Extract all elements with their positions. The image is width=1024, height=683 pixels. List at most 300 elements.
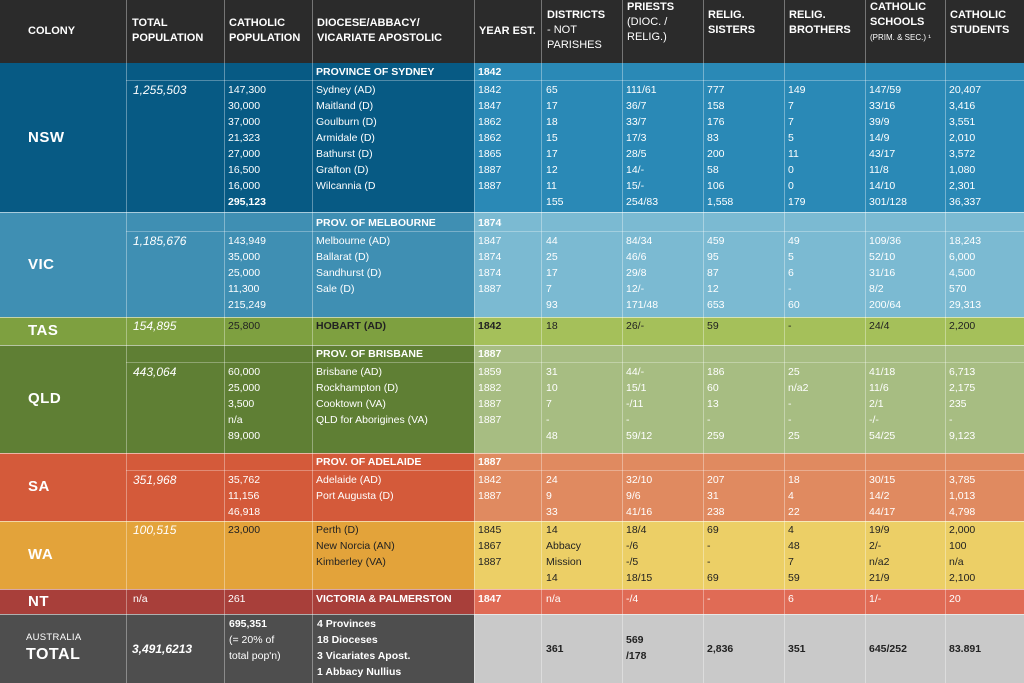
nsw-priests-r0: 111/61 [626,84,657,96]
qld-sisters-r1: 60 [707,382,719,394]
vic-brothers-r2: 6 [788,267,794,279]
total-population-header-line-1: TOTAL [132,17,168,29]
vic-year-r0: 1847 [478,235,502,247]
nsw-year-r5: 1887 [478,164,502,176]
schools-header-line-1: CATHOLIC [870,1,927,13]
nsw-colony-label: NSW [28,128,65,146]
nt-brothers-r0: 6 [788,593,794,605]
qld-diocese-r2: Cooktown (VA) [316,398,386,410]
sa-priests-r1: 9/6 [626,490,641,502]
nsw-students-r2: 3,551 [949,116,976,128]
sa-schools-rtotal: 44/17 [869,506,896,518]
column-line-3 [312,0,313,683]
vic-districts-r2: 17 [546,267,558,279]
qld-catholic-population-rtotal: 89,000 [228,430,261,442]
nsw-catholic-population-r0: 147,300 [228,84,266,96]
vic-colony-label: VIC [28,255,55,273]
nsw-districts-r6: 11 [546,180,557,192]
vic-sisters-r2: 87 [707,267,719,279]
nsw-catholic-population-r5: 16,500 [228,164,261,176]
wa-districts-r2: Mission [546,556,582,568]
wa-diocese-r2: Kimberley (VA) [316,556,386,568]
sa-districts-r0: 24 [546,474,558,486]
nsw-students-rtotal: 36,337 [949,196,982,208]
nt-total-population: n/a [133,593,148,605]
sa-districts-r1: 9 [546,490,552,502]
sa-catholic-population-r0: 35,762 [228,474,261,486]
vic-catholic-population-r0: 143,949 [228,235,266,247]
vic-students-r3: 570 [949,283,967,295]
sisters-header-line-1: RELIG. [708,9,745,21]
wa-brothers-rtotal: 59 [788,572,800,584]
sa-catholic-population-r1: 11,156 [228,490,260,502]
nsw-sisters-r6: 106 [707,180,725,192]
nsw-priests-r2: 33/7 [626,116,647,128]
group-separator-5 [0,521,1024,522]
qld-schools-rtotal: 54/25 [869,430,896,442]
sa-students-r0: 3,785 [949,474,976,486]
wa-students-r2: n/a [949,556,964,568]
nsw-schools-r4: 43/17 [869,148,896,160]
qld-sisters-rtotal: 259 [707,430,725,442]
group-separator-4 [0,453,1024,454]
vic-priests-r2: 29/8 [626,267,647,279]
nsw-districts-r4: 17 [546,148,558,160]
sa-brothers-rtotal: 22 [788,506,800,518]
qld-priests-r1: 15/1 [626,382,647,394]
nsw-province-year: 1842 [478,66,502,78]
nsw-diocese-r4: Bathurst (D) [316,148,373,160]
vic-schools-r2: 31/16 [869,267,896,279]
tas-catholic-population-r0: 25,800 [228,320,261,332]
vic-diocese-r3: Sale (D) [316,283,355,295]
schools-header-line-3: (PRIM. & SEC.) ¹ [870,33,931,42]
wa-year-r0: 1845 [478,524,502,536]
qld-schools-r1: 11/6 [869,382,889,394]
qld-brothers-r0: 25 [788,366,800,378]
sa-year-r1: 1887 [478,490,502,502]
qld-catholic-population-r0: 60,000 [228,366,261,378]
sa-sisters-r0: 207 [707,474,725,486]
nsw-diocese-r1: Maitland (D) [316,100,374,112]
sa-province-year: 1887 [478,456,502,468]
sa-districts-rtotal: 33 [546,506,558,518]
nsw-sisters-r0: 777 [707,84,725,96]
qld-districts-r1: 10 [546,382,558,394]
sa-brothers-r0: 18 [788,474,800,486]
qld-priests-r2: -/11 [626,398,644,410]
vic-brothers-r0: 49 [788,235,800,247]
diocese-header-line-2: VICARIATE APOSTOLIC [317,32,443,44]
colony-header-line-1: COLONY [28,25,76,37]
vic-priests-r3: 12/- [626,283,645,295]
wa-priests-r1: -/6 [626,540,639,552]
sa-priests-rtotal: 41/16 [626,506,653,518]
aus-total-population: 3,491,6213 [132,642,193,656]
nt-year-r0: 1847 [478,593,502,605]
vic-year-r1: 1874 [478,251,502,263]
qld-students-r3: - [949,414,953,426]
nsw-brothers-r0: 149 [788,84,806,96]
qld-year-r3: 1887 [478,414,502,426]
wa-diocese-r0: Perth (D) [316,524,359,536]
nsw-students-r4: 3,572 [949,148,976,160]
catholic-population-header-line-1: CATHOLIC [229,17,286,29]
wa-sisters-rtotal: 69 [707,572,719,584]
tas-schools-r0: 24/4 [869,320,890,332]
vic-diocese-r2: Sandhurst (D) [316,267,382,279]
vic-catholic-population-r1: 35,000 [228,251,261,263]
nsw-brothers-r1: 7 [788,100,794,112]
nsw-diocese-r2: Goulburn (D) [316,116,377,128]
year-est-header-line-1: YEAR EST. [479,25,536,37]
nsw-brothers-r6: 0 [788,180,794,192]
vic-diocese-r1: Ballarat (D) [316,251,370,263]
wa-diocese-r1: New Norcia (AN) [316,540,395,552]
nt-sisters-r0: - [707,593,711,605]
nsw-year-r2: 1862 [478,116,502,128]
nsw-sisters-r4: 200 [707,148,725,160]
aus-label-big: TOTAL [26,646,81,663]
nsw-schools-r0: 147/59 [869,84,902,96]
qld-colony-label: QLD [28,390,62,407]
nsw-sisters-r5: 58 [707,164,719,176]
group-separator-1 [0,212,1024,213]
catholic-population-header-line-2: POPULATION [229,32,301,44]
nsw-schools-r1: 33/16 [869,100,896,112]
wa-brothers-r0: 4 [788,524,794,536]
wa-brothers-r1: 48 [788,540,800,552]
qld-districts-r3: - [546,414,550,426]
aus-label-small: AUSTRALIA [26,632,82,643]
nsw-priests-rtotal: 254/83 [626,196,659,208]
nsw-students-r3: 2,010 [949,132,976,144]
students-header-line-2: STUDENTS [950,24,1010,36]
column-line-7 [703,0,704,683]
sa-colony-label: SA [28,478,50,495]
vic-province-line [126,231,1024,232]
vic-diocese-r0: Melbourne (AD) [316,235,391,247]
vic-schools-r0: 109/36 [869,235,902,247]
nsw-sisters-rtotal: 1,558 [707,196,734,208]
wa-schools-r0: 19/9 [869,524,890,536]
nt-students-r0: 20 [949,593,961,605]
column-line-6 [622,0,623,683]
nt-catholic-population-r0: 261 [228,593,246,605]
vic-brothers-r3: - [788,283,792,295]
sa-schools-r1: 14/2 [869,490,890,502]
qld-catholic-population-r1: 25,000 [228,382,261,394]
qld-students-r0: 6,713 [949,366,976,378]
nsw-diocese-r5: Grafton (D) [316,164,369,176]
group-separator-3 [0,345,1024,346]
priests-header-line-3: RELIG.) [627,31,667,43]
students-header-line-1: CATHOLIC [950,9,1007,21]
nsw-year-r4: 1865 [478,148,502,160]
nsw-districts-r1: 17 [546,100,558,112]
qld-catholic-population-r3: n/a [228,414,243,426]
qld-diocese-r1: Rockhampton (D) [316,382,399,394]
priests-header-line-1: PRIESTS [627,1,675,13]
qld-brothers-r2: - [788,398,792,410]
nt-priests-r0: -/4 [626,593,639,605]
nsw-districts-rtotal: 155 [546,196,564,208]
wa-priests-r0: 18/4 [626,524,647,536]
vic-brothers-r1: 5 [788,251,794,263]
nsw-priests-r3: 17/3 [626,132,647,144]
aus-priests-1: 569 [626,634,644,646]
nsw-brothers-r4: 11 [788,148,799,160]
vic-sisters-r1: 95 [707,251,719,263]
nsw-priests-r6: 15/- [626,180,645,192]
sa-catholic-population-rtotal: 46,918 [228,506,261,518]
districts-header-line-1: DISTRICTS [547,9,606,21]
tas-diocese-r0: HOBART (AD) [316,320,386,332]
qld-sisters-r3: - [707,414,711,426]
aus-diocese-3: 3 Vicariates Apost. [317,650,411,662]
aus-students: 83.891 [949,643,982,655]
sa-year-r0: 1842 [478,474,502,486]
sa-diocese-r0: Adelaide (AD) [316,474,382,486]
districts-header-line-3: PARISHES [547,39,602,51]
wa-sisters-r2: - [707,556,711,568]
sa-province-line [126,470,1024,471]
nsw-year-r3: 1862 [478,132,502,144]
nsw-districts-r3: 15 [546,132,558,144]
nsw-diocese-r0: Sydney (AD) [316,84,376,96]
qld-brothers-r3: - [788,414,792,426]
districts-header-line-2: - NOT [547,24,577,36]
tas-brothers-r0: - [788,320,792,332]
group-separator-7 [0,614,1024,615]
nsw-catholic-population-r6: 16,000 [228,180,261,192]
nsw-districts-r0: 65 [546,84,558,96]
nsw-schools-r3: 14/9 [869,132,890,144]
qld-priests-rtotal: 59/12 [626,430,653,442]
vic-districts-rtotal: 93 [546,299,558,311]
qld-schools-r2: 2/1 [869,398,884,410]
wa-schools-r2: n/a2 [869,556,890,568]
aus-brothers: 351 [788,643,806,655]
aus-priests-2: /178 [626,650,647,662]
nsw-students-r6: 2,301 [949,180,976,192]
nsw-students-r1: 3,416 [949,100,976,112]
vic-districts-r3: 7 [546,283,552,295]
nsw-students-r5: 1,080 [949,164,976,176]
qld-districts-rtotal: 48 [546,430,558,442]
tas-total-population: 154,895 [133,319,177,333]
group-separator-6 [0,589,1024,590]
vic-districts-r1: 25 [546,251,558,263]
nsw-catholic-population-r4: 27,000 [228,148,261,160]
qld-schools-r3: -/- [869,414,879,426]
column-line-10 [945,0,946,683]
qld-province-name: PROV. OF BRISBANE [316,348,423,360]
wa-schools-rtotal: 21/9 [869,572,890,584]
group-separator-2 [0,317,1024,318]
aus-schools: 645/252 [869,643,907,655]
column-line-4 [474,0,475,683]
wa-schools-r1: 2/- [869,540,882,552]
nsw-schools-r6: 14/10 [869,180,896,192]
nsw-diocese-r6: Wilcannia (D [316,180,376,192]
wa-year-r1: 1867 [478,540,502,552]
nsw-sisters-r1: 158 [707,100,725,112]
sa-schools-r0: 30/15 [869,474,896,486]
qld-priests-r3: - [626,414,630,426]
nsw-catholic-population-rtotal: 295,123 [228,196,266,208]
schools-header-line-2: SCHOOLS [870,16,925,28]
vic-students-r0: 18,243 [949,235,982,247]
vic-brothers-rtotal: 60 [788,299,800,311]
total-population-header-line-2: POPULATION [132,32,204,44]
nsw-sisters-r2: 176 [707,116,725,128]
wa-sisters-r1: - [707,540,711,552]
vic-year-r3: 1887 [478,283,502,295]
column-line-1 [126,0,127,683]
nsw-schools-rtotal: 301/128 [869,196,907,208]
sa-brothers-r1: 4 [788,490,794,502]
nsw-catholic-population-r1: 30,000 [228,100,261,112]
qld-year-r2: 1887 [478,398,502,410]
nt-diocese-r0: VICTORIA & PALMERSTON [316,593,452,605]
wa-total-population: 100,515 [133,523,177,537]
wa-year-r2: 1887 [478,556,502,568]
wa-colony-label: WA [28,546,54,563]
qld-brothers-r1: n/a2 [788,382,809,394]
column-line-9 [865,0,866,683]
brothers-header-line-1: RELIG. [789,9,826,21]
vic-total-population: 1,185,676 [133,234,187,248]
wa-priests-r2: -/5 [626,556,639,568]
vic-schools-rtotal: 200/64 [869,299,902,311]
qld-brothers-rtotal: 25 [788,430,800,442]
nsw-brothers-r2: 7 [788,116,794,128]
brothers-header-line-2: BROTHERS [789,24,851,36]
qld-year-r0: 1859 [478,366,502,378]
nsw-brothers-r5: 0 [788,164,794,176]
sa-province-name: PROV. OF ADELAIDE [316,456,422,468]
nsw-total-population: 1,255,503 [133,83,187,97]
nsw-priests-r4: 28/5 [626,148,647,160]
sa-students-rtotal: 4,798 [949,506,976,518]
column-line-5 [541,0,542,683]
qld-total-population: 443,064 [133,365,177,379]
qld-sisters-r2: 13 [707,398,719,410]
wa-students-r0: 2,000 [949,524,976,536]
nt-schools-r0: 1/- [869,593,882,605]
nsw-districts-r2: 18 [546,116,558,128]
nsw-year-r6: 1887 [478,180,502,192]
wa-sisters-r0: 69 [707,524,719,536]
sa-total-population: 351,968 [133,473,177,487]
qld-diocese-r0: Brisbane (AD) [316,366,382,378]
nsw-year-r0: 1842 [478,84,502,96]
sa-diocese-r1: Port Augusta (D) [316,490,394,502]
nsw-brothers-rtotal: 179 [788,196,806,208]
qld-districts-r2: 7 [546,398,552,410]
vic-students-r1: 6,000 [949,251,976,263]
aus-diocese-4: 1 Abbacy Nullius [317,666,402,678]
qld-diocese-r3: QLD for Aborigines (VA) [316,414,428,426]
nsw-sisters-r3: 83 [707,132,719,144]
qld-sisters-r0: 186 [707,366,725,378]
aus-diocese-1: 4 Provinces [317,618,376,630]
vic-schools-r1: 52/10 [869,251,896,263]
vic-students-rtotal: 29,313 [949,299,982,311]
aus-catholic-1: 695,351 [229,618,267,630]
nsw-priests-r1: 36/7 [626,100,647,112]
aus-districts: 361 [546,643,564,655]
vic-sisters-r0: 459 [707,235,725,247]
vic-sisters-r3: 12 [707,283,719,295]
nsw-schools-r5: 11/8 [869,164,889,176]
sa-sisters-r1: 31 [707,490,719,502]
nsw-brothers-r3: 5 [788,132,794,144]
nsw-year-r1: 1847 [478,100,502,112]
nsw-schools-r2: 39/9 [869,116,890,128]
vic-priests-r1: 46/6 [626,251,647,263]
vic-province-name: PROV. OF MELBOURNE [316,217,436,229]
column-line-8 [784,0,785,683]
qld-year-r1: 1882 [478,382,502,394]
qld-province-year: 1887 [478,348,502,360]
wa-students-rtotal: 2,100 [949,572,976,584]
nsw-districts-r5: 12 [546,164,558,176]
wa-districts-rtotal: 14 [546,572,558,584]
tas-sisters-r0: 59 [707,320,719,332]
qld-province-line [126,362,1024,363]
tas-year-r0: 1842 [478,320,502,332]
vic-districts-r0: 44 [546,235,558,247]
sa-priests-r0: 32/10 [626,474,653,486]
aus-sisters: 2,836 [707,643,734,655]
nsw-province-name: PROVINCE OF SYDNEY [316,66,435,78]
nsw-students-r0: 20,407 [949,84,982,96]
qld-catholic-population-r2: 3,500 [228,398,255,410]
diocese-header-line-1: DIOCESE/ABBACY/ [317,17,420,29]
nt-colony-label: NT [28,592,49,610]
vic-province-year: 1874 [478,217,502,229]
nsw-priests-r5: 14/- [626,164,645,176]
qld-schools-r0: 41/18 [869,366,896,378]
wa-catholic-population-r0: 23,000 [228,524,261,536]
column-line-2 [224,0,225,683]
tas-districts-r0: 18 [546,320,558,332]
wa-districts-r1: Abbacy [546,540,582,552]
qld-priests-r0: 44/- [626,366,645,378]
vic-students-r2: 4,500 [949,267,976,279]
sa-students-r1: 1,013 [949,490,976,502]
nt-districts-r0: n/a [546,593,561,605]
tas-priests-r0: 26/- [626,320,645,332]
qld-students-rtotal: 9,123 [949,430,976,442]
aus-diocese-2: 18 Dioceses [317,634,378,646]
vic-schools-r3: 8/2 [869,283,884,295]
qld-students-r2: 235 [949,398,967,410]
nsw-catholic-population-r3: 21,323 [228,132,261,144]
tas-colony-label: TAS [28,322,59,339]
priests-header-line-2: (DIOC. / [627,16,668,28]
vic-year-r2: 1874 [478,267,502,279]
aus-catholic-3: total pop'n) [229,650,281,662]
vic-catholic-population-rtotal: 215,249 [228,299,266,311]
vic-priests-r0: 84/34 [626,235,653,247]
nsw-diocese-r3: Armidale (D) [316,132,375,144]
nsw-catholic-population-r2: 37,000 [228,116,261,128]
vic-sisters-rtotal: 653 [707,299,725,311]
wa-brothers-r2: 7 [788,556,794,568]
